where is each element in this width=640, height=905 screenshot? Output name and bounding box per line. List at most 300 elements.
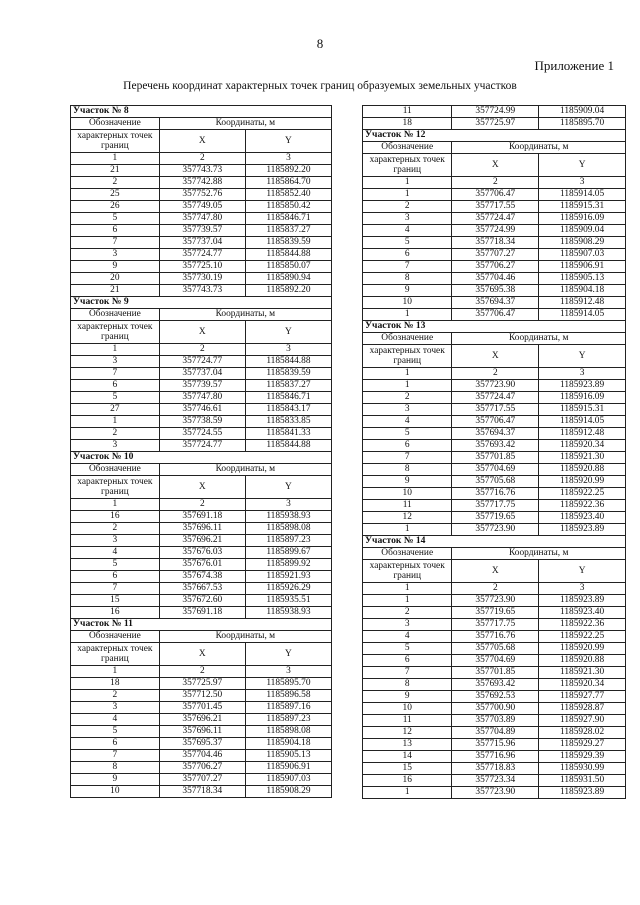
- coord-x: 357715.96: [452, 739, 539, 751]
- table-row: [71, 690, 332, 702]
- coord-y: 1185923.89: [539, 595, 626, 607]
- header-number-row: [71, 499, 332, 511]
- coord-y: 1185930.99: [539, 763, 626, 775]
- table-row: [363, 476, 626, 488]
- coord-y: 1185896.58: [245, 690, 331, 702]
- table-row: [363, 512, 626, 524]
- coord-x: 357707.27: [452, 249, 539, 261]
- header-coordinates: Координаты, м: [159, 464, 331, 476]
- section-title: Участок № 9: [71, 297, 332, 309]
- table-row: [71, 738, 332, 750]
- coord-x: 357701.85: [452, 452, 539, 464]
- point-number: 13: [363, 739, 452, 751]
- point-number: 16: [71, 511, 160, 523]
- header-x: X: [159, 476, 245, 499]
- table-row: [71, 714, 332, 726]
- coord-x: 357723.90: [452, 524, 539, 536]
- header-number-row: [71, 666, 332, 678]
- point-number: 11: [363, 106, 452, 118]
- coord-x: 357724.47: [452, 213, 539, 225]
- coord-x: 357705.68: [452, 643, 539, 655]
- point-number: 5: [71, 392, 160, 404]
- point-number: 6: [71, 738, 160, 750]
- point-number: 4: [71, 547, 160, 559]
- coord-x: 357674.38: [159, 571, 245, 583]
- header-row: [71, 643, 332, 666]
- coord-y: 1185899.92: [245, 559, 331, 571]
- table-row: [363, 428, 626, 440]
- coord-y: 1185850.42: [245, 201, 331, 213]
- point-number: 5: [71, 559, 160, 571]
- coord-y: 1185921.30: [539, 452, 626, 464]
- table-row: [363, 727, 626, 739]
- coord-x: 357752.76: [159, 189, 245, 201]
- coord-x: 357704.89: [452, 727, 539, 739]
- coord-y: 1185920.34: [539, 679, 626, 691]
- coord-y: 1185850.07: [245, 261, 331, 273]
- coord-y: 1185929.39: [539, 751, 626, 763]
- section-title: Участок № 13: [363, 321, 626, 333]
- coord-y: 1185837.27: [245, 225, 331, 237]
- coord-x: 357704.69: [452, 464, 539, 476]
- coord-y: 1185915.31: [539, 201, 626, 213]
- header-number-row: [363, 177, 626, 189]
- coord-y: 1185920.88: [539, 464, 626, 476]
- table-row: [71, 571, 332, 583]
- coord-y: 1185892.20: [245, 165, 331, 177]
- table-row: [363, 488, 626, 500]
- table-row: [363, 655, 626, 667]
- table-row: [71, 285, 332, 297]
- table-row: [363, 201, 626, 213]
- column-number: 3: [245, 499, 331, 511]
- header-y: Y: [245, 130, 331, 153]
- point-number: 2: [71, 177, 160, 189]
- point-number: 10: [363, 488, 452, 500]
- point-number: 15: [71, 595, 160, 607]
- coord-x: 357707.27: [159, 774, 245, 786]
- point-number: 8: [363, 273, 452, 285]
- coord-y: 1185923.40: [539, 512, 626, 524]
- point-number: 1: [363, 189, 452, 201]
- coord-y: 1185833.85: [245, 416, 331, 428]
- column-number: 3: [539, 177, 626, 189]
- point-number: 3: [71, 535, 160, 547]
- header-row: [363, 333, 626, 345]
- table-row: [363, 285, 626, 297]
- header-point-designation: Обозначение: [71, 464, 160, 476]
- point-number: 1: [71, 416, 160, 428]
- coord-x: 357717.75: [452, 500, 539, 512]
- coord-y: 1185844.88: [245, 356, 331, 368]
- table-row: [71, 774, 332, 786]
- point-number: 3: [363, 619, 452, 631]
- column-number: 1: [363, 583, 452, 595]
- coord-y: 1185898.08: [245, 523, 331, 535]
- coord-x: 357693.42: [452, 440, 539, 452]
- table-row: [363, 524, 626, 536]
- point-number: 8: [71, 762, 160, 774]
- header-x: X: [452, 154, 539, 177]
- column-number: 1: [363, 177, 452, 189]
- table-row: [363, 643, 626, 655]
- coord-x: 357724.99: [452, 106, 539, 118]
- header-x: X: [159, 130, 245, 153]
- coordinates-table-left: [70, 105, 332, 798]
- coord-x: 357725.97: [452, 118, 539, 130]
- coord-x: 357717.55: [452, 201, 539, 213]
- coord-x: 357746.61: [159, 404, 245, 416]
- coord-x: 357706.27: [159, 762, 245, 774]
- coord-y: 1185927.90: [539, 715, 626, 727]
- table-row: [363, 500, 626, 512]
- coord-x: 357706.47: [452, 416, 539, 428]
- header-row: [71, 309, 332, 321]
- header-point-designation-cont: характерных точек границ: [71, 476, 160, 499]
- section-title-row: [71, 106, 332, 118]
- coord-y: 1185920.34: [539, 440, 626, 452]
- column-number: 1: [363, 368, 452, 380]
- coord-x: 357676.03: [159, 547, 245, 559]
- point-number: 10: [71, 786, 160, 798]
- section-title-row: [363, 321, 626, 333]
- coord-x: 357724.77: [159, 440, 245, 452]
- point-number: 11: [363, 500, 452, 512]
- table-row: [71, 678, 332, 690]
- coord-x: 357717.75: [452, 619, 539, 631]
- coord-y: 1185916.09: [539, 392, 626, 404]
- coord-x: 357696.11: [159, 523, 245, 535]
- table-row: [363, 249, 626, 261]
- coord-y: 1185895.70: [539, 118, 626, 130]
- coord-y: 1185908.29: [539, 237, 626, 249]
- coord-x: 357719.65: [452, 512, 539, 524]
- table-row: [363, 380, 626, 392]
- point-number: 14: [363, 751, 452, 763]
- header-y: Y: [539, 154, 626, 177]
- table-row: [71, 440, 332, 452]
- column-number: 3: [245, 666, 331, 678]
- point-number: 2: [363, 201, 452, 213]
- coord-y: 1185892.20: [245, 285, 331, 297]
- header-coordinates: Координаты, м: [452, 142, 626, 154]
- point-number: 5: [71, 726, 160, 738]
- table-row: [71, 428, 332, 440]
- point-number: 5: [363, 428, 452, 440]
- coord-x: 357716.76: [452, 631, 539, 643]
- coord-x: 357691.18: [159, 607, 245, 619]
- coord-y: 1185922.36: [539, 619, 626, 631]
- table-row: [363, 392, 626, 404]
- column-number: 2: [452, 368, 539, 380]
- appendix-label: Приложение 1: [534, 58, 614, 73]
- column-number: 1: [71, 666, 160, 678]
- coord-x: 357743.73: [159, 285, 245, 297]
- coord-y: 1185837.27: [245, 380, 331, 392]
- point-number: 1: [363, 787, 452, 799]
- point-number: 16: [71, 607, 160, 619]
- table-row: [363, 679, 626, 691]
- point-number: 2: [71, 523, 160, 535]
- coord-y: 1185922.36: [539, 500, 626, 512]
- coord-x: 357742.88: [159, 177, 245, 189]
- coord-x: 357747.80: [159, 392, 245, 404]
- column-number: 1: [71, 499, 160, 511]
- header-y: Y: [245, 321, 331, 344]
- header-row: [71, 118, 332, 130]
- table-row: [363, 416, 626, 428]
- coord-y: 1185906.91: [539, 261, 626, 273]
- coord-y: 1185916.09: [539, 213, 626, 225]
- coord-x: 357706.47: [452, 309, 539, 321]
- header-row: [363, 345, 626, 368]
- header-row: [71, 631, 332, 643]
- table-row: [363, 787, 626, 799]
- coord-x: 357718.83: [452, 763, 539, 775]
- table-row: [363, 763, 626, 775]
- point-number: 6: [71, 225, 160, 237]
- coord-y: 1185923.40: [539, 607, 626, 619]
- table-row: [363, 607, 626, 619]
- header-coordinates: Координаты, м: [159, 631, 331, 643]
- table-row: [71, 762, 332, 774]
- table-row: [71, 380, 332, 392]
- table-row: [71, 249, 332, 261]
- table-row: [363, 452, 626, 464]
- point-number: 3: [71, 440, 160, 452]
- header-point-designation-cont: характерных точек границ: [363, 560, 452, 583]
- coord-x: 357716.76: [452, 488, 539, 500]
- coord-x: 357724.55: [159, 428, 245, 440]
- coord-y: 1185920.99: [539, 643, 626, 655]
- coord-x: 357676.01: [159, 559, 245, 571]
- coord-y: 1185905.13: [245, 750, 331, 762]
- point-number: 1: [363, 524, 452, 536]
- table-row: [71, 225, 332, 237]
- point-number: 20: [71, 273, 160, 285]
- coord-x: 357718.34: [159, 786, 245, 798]
- coordinates-table-right: [362, 105, 626, 799]
- point-number: 7: [71, 368, 160, 380]
- table-row: [71, 165, 332, 177]
- coord-y: 1185921.93: [245, 571, 331, 583]
- point-number: 21: [71, 285, 160, 297]
- table-row: [363, 309, 626, 321]
- section-title-row: [71, 297, 332, 309]
- header-point-designation: Обозначение: [363, 333, 452, 345]
- section-title: Участок № 11: [71, 619, 332, 631]
- header-coordinates: Координаты, м: [159, 309, 331, 321]
- coord-x: 357694.37: [452, 428, 539, 440]
- coord-y: 1185921.30: [539, 667, 626, 679]
- table-row: [363, 775, 626, 787]
- coord-y: 1185844.88: [245, 249, 331, 261]
- header-row: [363, 548, 626, 560]
- coord-y: 1185897.23: [245, 714, 331, 726]
- coord-y: 1185927.77: [539, 691, 626, 703]
- coord-x: 357693.42: [452, 679, 539, 691]
- page-number: 8: [316, 36, 324, 51]
- table-row: [71, 189, 332, 201]
- column-number: 2: [452, 177, 539, 189]
- coord-x: 357725.97: [159, 678, 245, 690]
- coord-y: 1185907.03: [539, 249, 626, 261]
- table-row: [71, 404, 332, 416]
- point-number: 1: [363, 309, 452, 321]
- header-number-row: [71, 344, 332, 356]
- point-number: 3: [71, 702, 160, 714]
- point-number: 1: [363, 595, 452, 607]
- header-number-row: [363, 368, 626, 380]
- table-row: [363, 106, 626, 118]
- point-number: 6: [71, 571, 160, 583]
- coord-x: 357672.60: [159, 595, 245, 607]
- coord-x: 357696.11: [159, 726, 245, 738]
- coord-y: 1185928.87: [539, 703, 626, 715]
- header-point-designation: Обозначение: [71, 631, 160, 643]
- table-row: [71, 750, 332, 762]
- section-title-row: [71, 619, 332, 631]
- point-number: 4: [363, 416, 452, 428]
- point-number: 12: [363, 727, 452, 739]
- coord-y: 1185922.25: [539, 631, 626, 643]
- point-number: 7: [71, 750, 160, 762]
- header-row: [363, 142, 626, 154]
- coord-y: 1185899.67: [245, 547, 331, 559]
- point-number: 8: [363, 464, 452, 476]
- column-number: 2: [159, 153, 245, 165]
- coord-y: 1185905.13: [539, 273, 626, 285]
- point-number: 6: [71, 380, 160, 392]
- coord-x: 357706.27: [452, 261, 539, 273]
- point-number: 5: [363, 643, 452, 655]
- header-coordinates: Координаты, м: [159, 118, 331, 130]
- coord-y: 1185923.89: [539, 380, 626, 392]
- coord-y: 1185844.88: [245, 440, 331, 452]
- point-number: 6: [363, 655, 452, 667]
- table-row: [71, 261, 332, 273]
- point-number: 4: [363, 631, 452, 643]
- coord-y: 1185890.94: [245, 273, 331, 285]
- coord-y: 1185907.03: [245, 774, 331, 786]
- document-title: Перечень координат характерных точек границ образуемых земельных участков: [123, 80, 517, 92]
- table-row: [363, 667, 626, 679]
- coord-x: 357724.77: [159, 356, 245, 368]
- coord-x: 357696.21: [159, 535, 245, 547]
- coord-y: 1185914.05: [539, 189, 626, 201]
- header-y: Y: [245, 476, 331, 499]
- table-row: [363, 631, 626, 643]
- point-number: 3: [71, 356, 160, 368]
- section-title: Участок № 8: [71, 106, 332, 118]
- header-row: [363, 560, 626, 583]
- column-number: 3: [245, 153, 331, 165]
- coord-y: 1185931.50: [539, 775, 626, 787]
- point-number: 7: [71, 583, 160, 595]
- table-row: [363, 261, 626, 273]
- point-number: 7: [363, 452, 452, 464]
- section-title-row: [363, 130, 626, 142]
- point-number: 10: [363, 297, 452, 309]
- column-number: 2: [159, 344, 245, 356]
- coord-y: 1185938.93: [245, 511, 331, 523]
- coord-x: 357724.47: [452, 392, 539, 404]
- coord-y: 1185895.70: [245, 678, 331, 690]
- table-row: [71, 559, 332, 571]
- table-row: [71, 511, 332, 523]
- header-row: [71, 464, 332, 476]
- coord-y: 1185841.33: [245, 428, 331, 440]
- coord-x: 357704.46: [159, 750, 245, 762]
- coord-x: 357704.46: [452, 273, 539, 285]
- coord-x: 357723.90: [452, 595, 539, 607]
- coord-y: 1185904.18: [245, 738, 331, 750]
- point-number: 9: [363, 285, 452, 297]
- point-number: 2: [363, 392, 452, 404]
- coord-x: 357743.73: [159, 165, 245, 177]
- table-row: [363, 440, 626, 452]
- coord-x: 357739.57: [159, 225, 245, 237]
- coord-y: 1185914.05: [539, 416, 626, 428]
- header-point-designation: Обозначение: [363, 142, 452, 154]
- header-point-designation-cont: характерных точек границ: [71, 643, 160, 666]
- header-point-designation-cont: характерных точек границ: [71, 130, 160, 153]
- coord-y: 1185846.71: [245, 213, 331, 225]
- coord-y: 1185909.04: [539, 225, 626, 237]
- header-coordinates: Координаты, м: [452, 333, 626, 345]
- coord-y: 1185839.59: [245, 237, 331, 249]
- table-row: [71, 595, 332, 607]
- coord-x: 357705.68: [452, 476, 539, 488]
- coord-x: 357706.47: [452, 189, 539, 201]
- section-title: Участок № 10: [71, 452, 332, 464]
- table-row: [363, 189, 626, 201]
- coord-y: 1185928.02: [539, 727, 626, 739]
- table-row: [363, 297, 626, 309]
- column-number: 2: [159, 666, 245, 678]
- header-y: Y: [245, 643, 331, 666]
- header-y: Y: [539, 345, 626, 368]
- coord-y: 1185912.48: [539, 428, 626, 440]
- coord-y: 1185909.04: [539, 106, 626, 118]
- table-row: [71, 201, 332, 213]
- coord-y: 1185843.17: [245, 404, 331, 416]
- coord-x: 357716.96: [452, 751, 539, 763]
- point-number: 5: [363, 237, 452, 249]
- coord-y: 1185935.51: [245, 595, 331, 607]
- coord-y: 1185839.59: [245, 368, 331, 380]
- coord-x: 357692.53: [452, 691, 539, 703]
- table-row: [71, 702, 332, 714]
- column-number: 1: [71, 344, 160, 356]
- coord-x: 357723.34: [452, 775, 539, 787]
- table-row: [363, 404, 626, 416]
- section-title-row: [363, 536, 626, 548]
- point-number: 16: [363, 775, 452, 787]
- coord-x: 357725.10: [159, 261, 245, 273]
- coord-x: 357724.99: [452, 225, 539, 237]
- column-number: 3: [539, 583, 626, 595]
- table-row: [71, 392, 332, 404]
- coord-y: 1185897.23: [245, 535, 331, 547]
- coord-x: 357695.37: [159, 738, 245, 750]
- point-number: 21: [71, 165, 160, 177]
- coord-x: 357703.89: [452, 715, 539, 727]
- coord-y: 1185904.18: [539, 285, 626, 297]
- header-x: X: [159, 321, 245, 344]
- coord-y: 1185926.29: [245, 583, 331, 595]
- point-number: 9: [363, 476, 452, 488]
